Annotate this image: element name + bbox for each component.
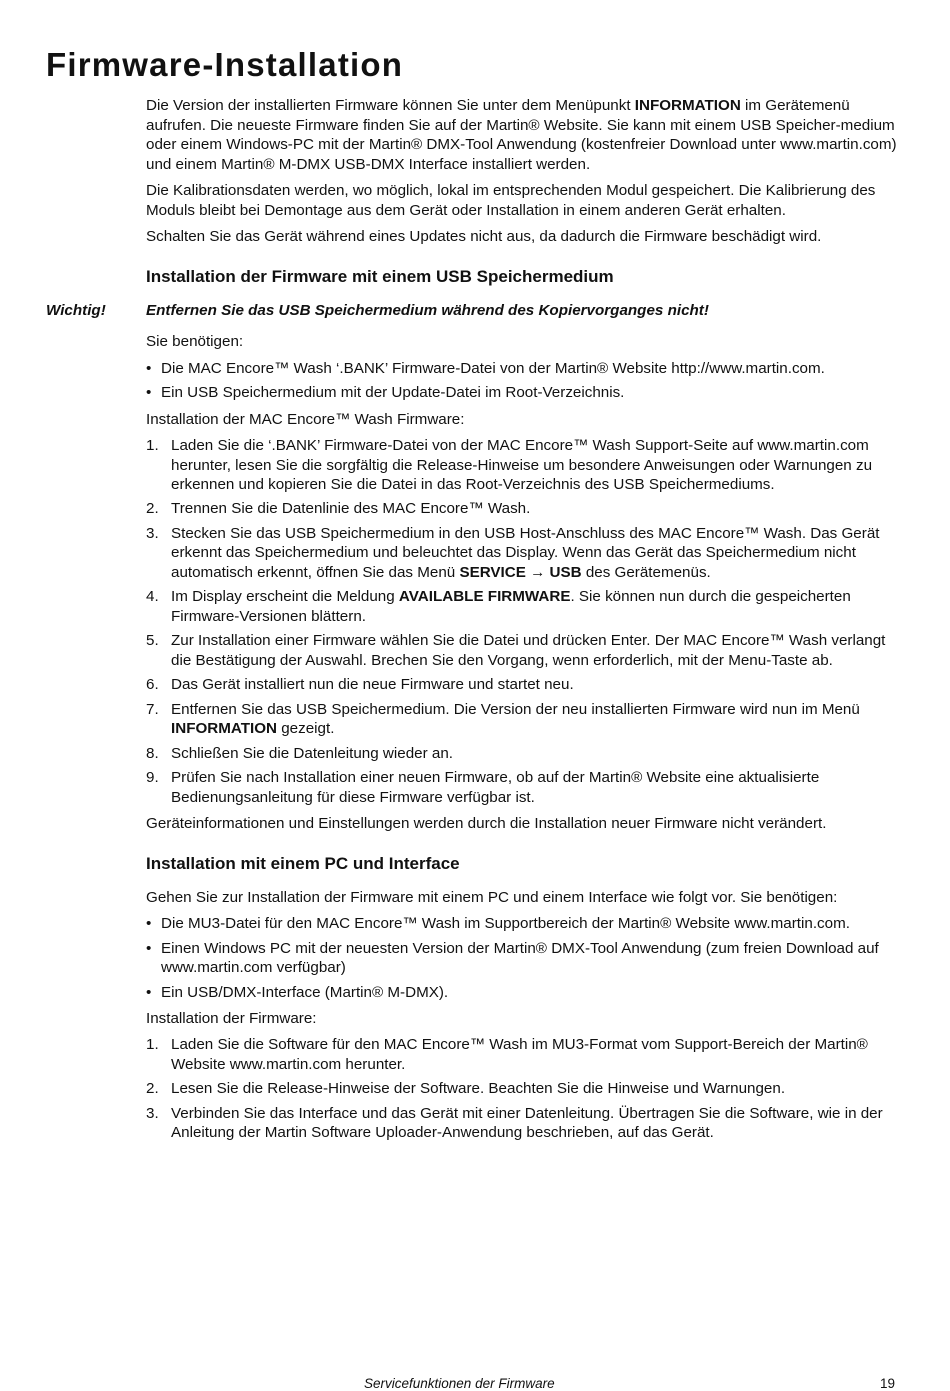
step-item: 2. Trennen Sie die Datenlinie des MAC Encore™ Wash.: [146, 500, 531, 518]
usb-steps-list: [146, 436, 898, 807]
intro-paragraph-firmware-version: Die Version der installierten Firmware können Sie unter dem Menüpunkt INFORMATION im Gerätemenü aufrufen. Die neueste Firmware finden Sie auf der Martin® Website. Sie kann mit einem USB Speicher-medium oder einem Windows-PC mit der Martin® DMX-Tool Anwendung (kostenfreier Download unter www.martin.com) und einem Martin® M-DMX USB-DMX Interface installiert werden.: [146, 97, 897, 173]
step-number: 1.: [146, 436, 159, 454]
step-item: 4. Im Display erscheint die Meldung AVAILABLE FIRMWARE. Sie können nun durch die gespeicherten Firmware-Versionen blättern.: [146, 588, 851, 626]
step-number: 4.: [146, 588, 159, 606]
step-item: 8. Schließen Sie die Datenleitung wieder an.: [146, 744, 453, 762]
step-item: 5. Zur Installation einer Firmware wählen Sie die Datei und drücken Enter. Der MAC Encore™ Wash verlangt die Bestätigung der Auswahl. Brechen Sie den Vorgang, wenn erforderlich, mit der Menu-Taste ab.: [146, 632, 886, 670]
step-number: 7.: [146, 700, 159, 718]
list-item: • Einen Windows PC mit der neuesten Version der Martin® DMX-Tool Anwendung (zum freien Download auf www.martin.com verfügbar): [146, 939, 879, 977]
step-number: 5.: [146, 632, 159, 650]
step-item: 3. Verbinden Sie das Interface und das Gerät mit einer Datenleitung. Übertragen Sie die Software, wie in der Anleitung der Martin Software Uploader-Anwendung beschrieben, auf das Gerät.: [146, 1104, 883, 1142]
pc-steps-intro: Installation der Firmware:: [146, 1009, 317, 1027]
step-number: 2.: [146, 500, 159, 518]
intro-paragraph-warning: Schalten Sie das Gerät während eines Updates nicht aus, da dadurch die Firmware beschädigt wird.: [146, 228, 822, 246]
step-item: 2. Lesen Sie die Release-Hinweise der Software. Beachten Sie die Hinweise und Warnungen.: [146, 1080, 786, 1098]
intro-paragraph-calibration: Die Kalibrationsdaten werden, wo möglich, lokal im entsprechenden Modul gespeichert. Die Kalibrierung des Moduls bleibt bei Demontage aus dem Gerät oder Installation in einem anderen Gerät erhalten.: [146, 182, 876, 219]
step-number: 9.: [146, 769, 159, 787]
usb-needs-intro: Sie benötigen:: [146, 333, 244, 351]
step-number: 3.: [146, 1104, 159, 1122]
list-item: • Die MU3-Datei für den MAC Encore™ Wash im Supportbereich der Martin® Website www.martin.com.: [146, 915, 850, 933]
step-number: 2.: [146, 1080, 159, 1098]
step-item: 3. Stecken Sie das USB Speichermedium in den USB Host-Anschluss des MAC Encore™ Wash. Das Gerät erkennt das Speichermedium und beleuchtet das Display. Wenn das Gerät das Speichermedium nicht automatisch erkennt, öffnen Sie das Menü SERVICE → USB des Gerätemenüs.: [146, 524, 880, 582]
step-number: 6.: [146, 676, 159, 694]
step-item: 1. Laden Sie die Software für den MAC Encore™ Wash im MU3-Format vom Support-Bereich der Martin® Website www.martin.com herunter.: [146, 1036, 868, 1073]
usb-needs-list: [146, 359, 898, 403]
menu-term-information: INFORMATION: [634, 97, 741, 114]
list-item: • Ein USB/DMX-Interface (Martin® M-DMX).: [146, 983, 449, 1001]
step-item: 6. Das Gerät installiert nun die neue Firmware und startet neu.: [146, 676, 574, 694]
footer-title: Servicefunktionen der Firmware: [364, 1376, 555, 1391]
important-text: Entfernen Sie das USB Speichermedium während des Kopiervorganges nicht!: [146, 301, 709, 319]
bullet-marker: •: [146, 359, 152, 377]
usb-steps-intro: Installation der MAC Encore™ Wash Firmware:: [146, 410, 465, 428]
main-content: [46, 96, 898, 1150]
step-number: 3.: [146, 524, 159, 542]
step-number: 1.: [146, 1036, 159, 1054]
bullet-marker: •: [146, 939, 152, 957]
step-item: 7. Entfernen Sie das USB Speichermedium. Die Version der neu installierten Firmware wird nun im Menü INFORMATION gezeigt.: [146, 700, 860, 738]
step-item: 1. Laden Sie die ‘.BANK’ Firmware-Datei von der MAC Encore™ Wash Support-Seite auf www.martin.com herunter, lesen Sie die sorgfältig die Release-Hinweise um besondere Anweisungen oder Warnungen zu erkennen und kopieren Sie die Datei in das Root-Verzeichnis des USB Speichermediums.: [146, 436, 873, 494]
important-note: [46, 301, 898, 321]
page-title: Firmware-Installation: [46, 46, 404, 83]
section-heading-usb: Installation der Firmware mit einem USB Speichermedium: [146, 266, 614, 286]
step-item: 9. Prüfen Sie nach Installation einer neuen Firmware, ob auf der Martin® Website eine aktualisierte Bedienungsanleitung für diese Firmware verfügbar ist.: [146, 769, 820, 806]
pc-steps-list: [146, 1035, 898, 1143]
step-number: 8.: [146, 744, 159, 762]
arrow-right-icon: →: [525, 564, 550, 582]
bullet-marker: •: [146, 915, 152, 933]
bullet-marker: •: [146, 983, 152, 1001]
bullet-marker: •: [146, 384, 152, 402]
pc-needs-list: [146, 914, 898, 1002]
page-number: 19: [880, 1376, 896, 1391]
important-label: Wichtig!: [46, 301, 106, 319]
section-heading-pc: Installation mit einem PC und Interface: [146, 853, 460, 873]
list-item: • Die MAC Encore™ Wash ‘.BANK’ Firmware-Datei von der Martin® Website http://www.martin.com.: [146, 359, 825, 377]
pc-intro: Gehen Sie zur Installation der Firmware mit einem PC und einem Interface wie folgt vor. Sie benötigen:: [146, 888, 838, 906]
usb-closing-note: Geräteinformationen und Einstellungen werden durch die Installation neuer Firmware nicht verändert.: [146, 815, 827, 833]
list-item: • Ein USB Speichermedium mit der Update-Datei im Root-Verzeichnis.: [146, 384, 625, 402]
